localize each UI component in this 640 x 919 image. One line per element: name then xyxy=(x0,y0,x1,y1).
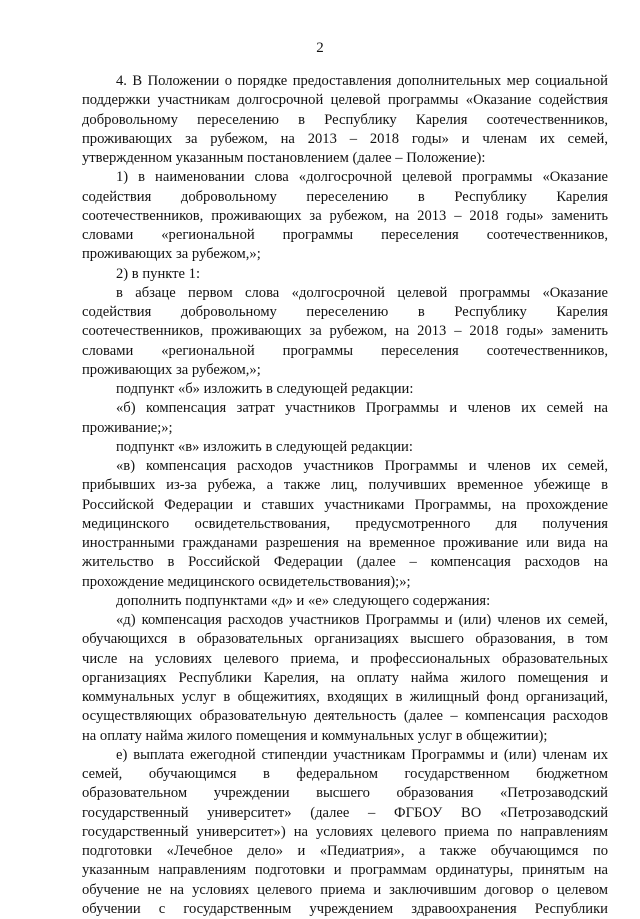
text-line: словами «региональной программы переселения соотечественников, xyxy=(82,342,608,359)
text-line: добровольному переселению в Республику Карелия соотечественников, xyxy=(82,111,608,128)
text-line: дополнить подпунктами «д» и «е» следующего содержания: xyxy=(116,592,491,609)
text-line: обучении с государственным учреждением здравоохранения Республики xyxy=(82,900,608,917)
text-line: обучающихся в образовательных организациях высшего образования, в том xyxy=(82,631,608,648)
text-line: проживающих за рубежом, на 2013 – 2018 годы» и членам их семей, xyxy=(82,130,608,147)
text-line: числе на условиях целевого приема, и профессиональных образовательных xyxy=(82,650,608,667)
text-line: иностранными гражданами разрешения на временное проживание или вида на xyxy=(82,535,608,551)
text-line: указанным направлениям подготовки и программам ординатуры, принятым на xyxy=(82,862,608,879)
text-line: государственный университет») на условиях целевого приема по направлениям xyxy=(82,823,608,840)
text-line: Российской Федерации и ставших участниками Программы, на прохождение xyxy=(82,496,608,513)
text-line: прибывших из-за рубежа, а также лиц, получивших временное убежище в xyxy=(82,477,608,494)
text-line: соотечественников, проживающих за рубежом, на 2013 – 2018 годы» заменить xyxy=(82,323,608,340)
text-line: жительство в Российской Федерации (далее – компенсация расходов на xyxy=(82,554,608,571)
text-line: 4. В Положении о порядке предоставления дополнительных мер социальной xyxy=(116,73,608,89)
text-line: 1) в наименовании слова «долгосрочной целевой программы «Оказание xyxy=(116,169,608,186)
text-line: в абзаце первом слова «долгосрочной целевой программы «Оказание xyxy=(116,284,608,301)
text-line: 2) в пункте 1: xyxy=(116,265,201,282)
text-line: проживающих за рубежом,»; xyxy=(82,361,261,378)
text-line: подпункт «б» изложить в следующей редакции: xyxy=(116,381,414,397)
text-line: прохождение медицинского освидетельствования);»; xyxy=(82,573,411,590)
document-body xyxy=(82,72,608,919)
text-line: проживание;»; xyxy=(82,419,173,436)
text-line: государственный университет» (далее – ФГБОУ ВО «Петрозаводский xyxy=(82,804,608,821)
text-line: осуществляющих образовательную деятельность (далее – компенсация расходов xyxy=(82,708,608,725)
text-line: утвержденном указанным постановлением (далее – Положение): xyxy=(82,150,486,166)
text-line: проживающих за рубежом,»; xyxy=(82,246,261,263)
text-line: организациях Республики Карелия, на оплату найма жилого помещения и xyxy=(82,669,608,686)
text-line: поддержки участникам долгосрочной целевой программы «Оказание содействия xyxy=(82,92,608,109)
text-line: образовательном учреждении высшего образования «Петрозаводский xyxy=(82,785,608,802)
text-line: подготовки «Лечебное дело» и «Педиатрия», а также обучающимся по xyxy=(82,843,608,859)
text-line: «д) компенсация расходов участников Программы и (или) членов их семей, xyxy=(116,612,608,628)
text-line: содействия добровольному переселению в Республику Карелия xyxy=(82,188,608,205)
text-line: на оплату найма жилого помещения и коммунальных услуг в общежитии); xyxy=(82,727,548,744)
text-line: коммунальных услуг в общежитиях, входящих в жилищный фонд организаций, xyxy=(82,689,608,705)
text-line: словами «региональной программы переселения соотечественников, xyxy=(82,227,608,243)
page-number: 2 xyxy=(316,40,324,56)
text-line: «б) компенсация затрат участников Программы и членов их семей на xyxy=(116,400,608,417)
text-line: «в) компенсация расходов участников Программы и членов их семей, xyxy=(116,458,608,474)
text-line: медицинского освидетельствования, предусмотренного для получения xyxy=(82,515,608,532)
text-line: подпункт «в» изложить в следующей редакции: xyxy=(116,438,413,455)
text-line: содействия добровольному переселению в Республику Карелия xyxy=(82,304,608,320)
text-line: е) выплата ежегодной стипендии участникам Программы и (или) членам их xyxy=(116,746,608,763)
text-line: обучение не на условиях целевого приема и заключившим договор о целевом xyxy=(82,881,608,898)
text-line: соотечественников, проживающих за рубежом, на 2013 – 2018 годы» заменить xyxy=(82,207,608,224)
text-line: семей, обучающимся в федеральном государственном бюджетном xyxy=(82,766,608,782)
